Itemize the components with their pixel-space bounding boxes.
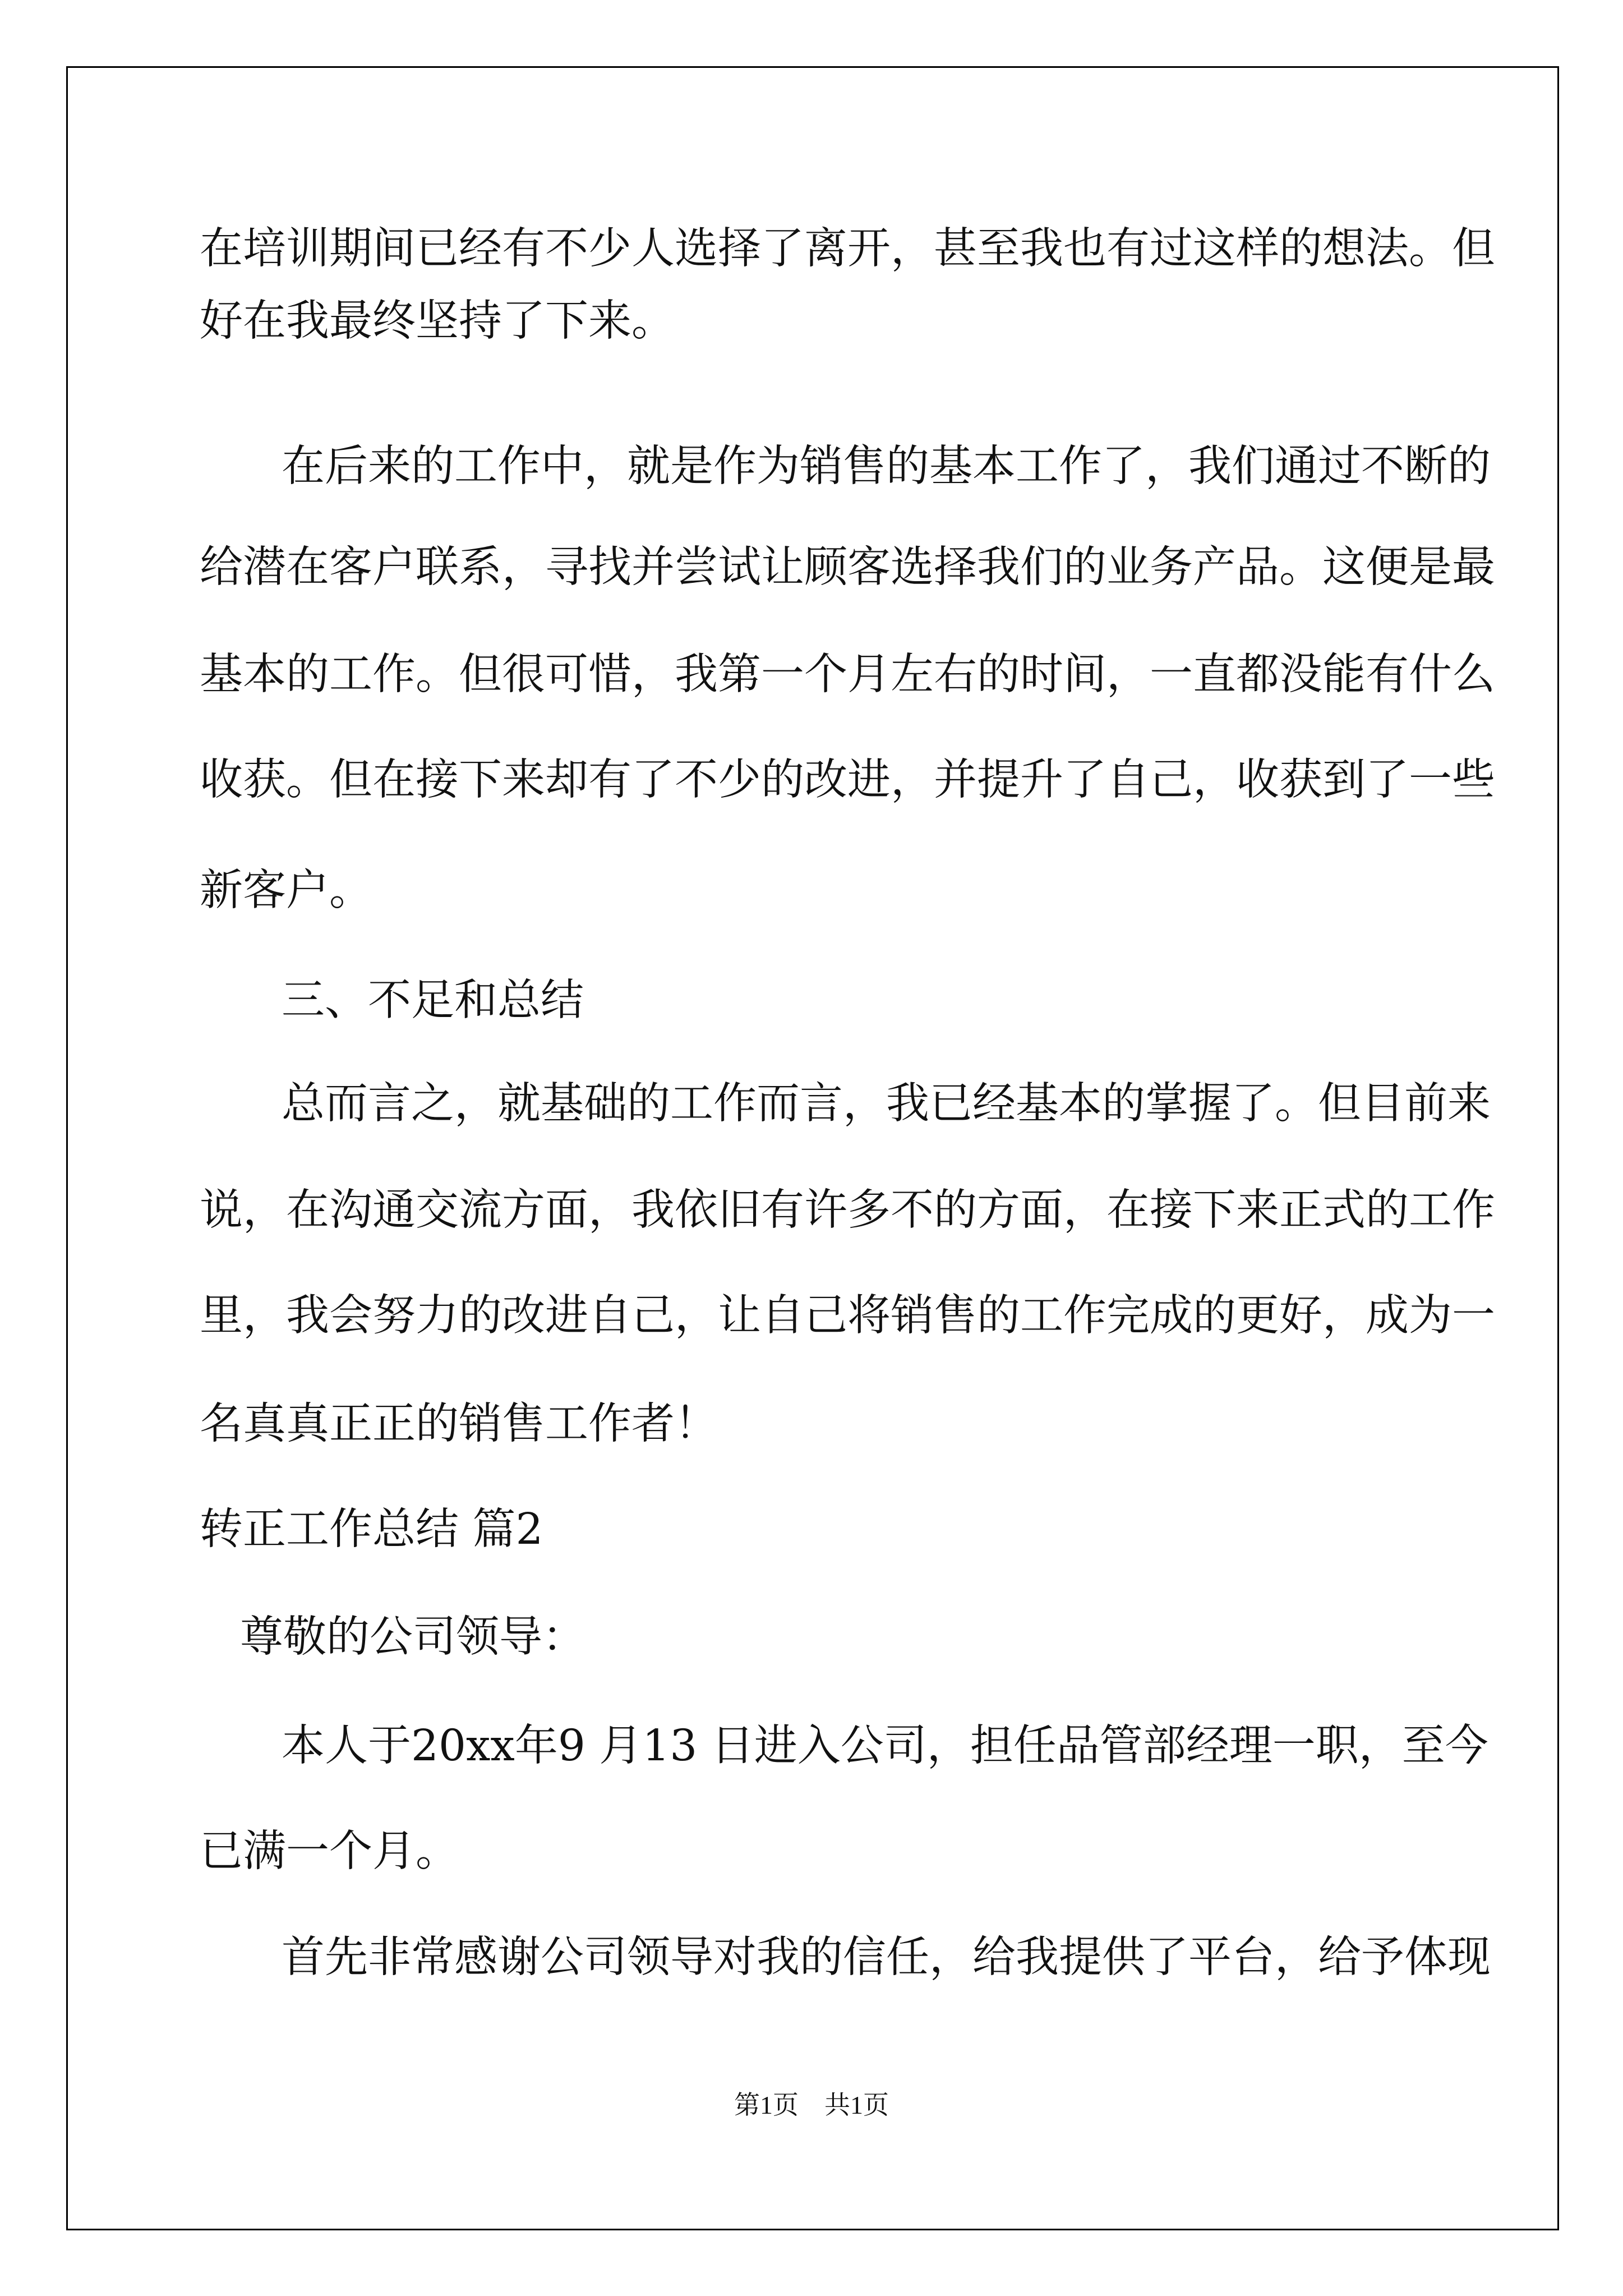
text-line: 好在我最终坚持了下来。 [200, 296, 675, 346]
text-line: 总而言之，就基础的工作而言，我已经基本的掌握了。但目前来 [282, 1079, 1491, 1129]
page-footer: 第1页 共1页 [734, 2091, 889, 2119]
text-line: 在后来的工作中，就是作为销售的基本工作了，我们通过不断的 [282, 441, 1491, 491]
text-line: 名真真正正的销售工作者！ [200, 1399, 718, 1449]
page-border [66, 66, 1559, 2230]
text-line: 收获。但在接下来却有了不少的改进，并提升了自己，收获到了一些 [200, 755, 1495, 805]
text-line: 已满一个月。 [200, 1826, 459, 1876]
article-title: 转正工作总结 篇2 [200, 1504, 543, 1554]
text-line: 基本的工作。但很可惜，我第一个月左右的时间，一直都没能有什么 [200, 650, 1495, 700]
text-line: 在培训期间已经有不少人选择了离开，甚至我也有过这样的想法。但 [200, 224, 1495, 274]
text-line: 新客户。 [200, 866, 372, 915]
text-line: 给潜在客户联系，寻找并尝试让顾客选择我们的业务产品。这便是最 [200, 542, 1495, 592]
text-line: 里，我会努力的改进自己，让自己将销售的工作完成的更好，成为一 [200, 1291, 1495, 1341]
text-line: 首先非常感谢公司领导对我的信任，给我提供了平台，给予体现 [282, 1932, 1491, 1982]
text-line: 说，在沟通交流方面，我依旧有许多不的方面，在接下来正式的工作 [200, 1185, 1495, 1235]
salutation: 尊敬的公司领导： [240, 1612, 585, 1662]
text-line: 本人于20xx年9 月13 日进入公司，担任品管部经理一职，至今 [282, 1721, 1488, 1771]
section-heading: 三、不足和总结 [282, 976, 584, 1025]
